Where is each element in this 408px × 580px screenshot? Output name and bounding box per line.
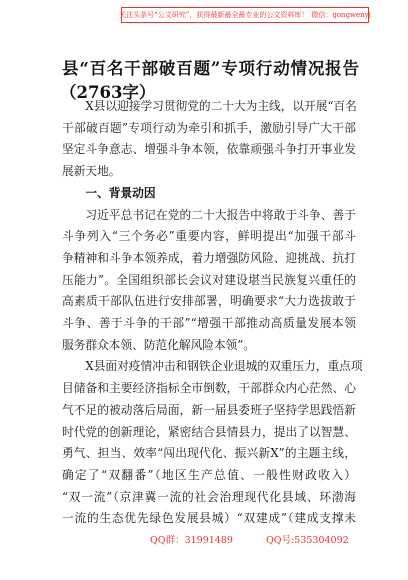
- footer-qq-group: QQ群：31991489: [150, 535, 233, 546]
- text-line: 展新天地。: [62, 164, 121, 179]
- footer-qq-number: QQ号:535304092: [266, 535, 349, 546]
- text-line: X县以迎接学习贯彻党的二十大为主线，以开展“百名: [85, 99, 357, 113]
- text-line: 气不足的被动落后局面，新一届县委班子坚持学思践悟新: [62, 402, 356, 417]
- section-heading: 一、背景动因: [85, 185, 156, 200]
- text-line: 习近平总书记在党的二十大报告中将敢于斗争、善于: [85, 207, 356, 222]
- banner-wechat: 微信：gongwenyj: [311, 10, 371, 19]
- page-footer: [0, 533, 408, 549]
- text-line: 坚定斗争意志、增强斗争本领，依靠顽强斗争打开事业发: [62, 142, 356, 157]
- text-line: 一流的生态优先绿色发展县城）“双建成”（建成支撑未: [62, 511, 356, 526]
- text-line: 争精神和斗争本领养成，着力增强防风险、迎挑战、抗打: [62, 250, 356, 265]
- text-line: 确定了“双翻番”（地区生产总值、一般性财政收入）: [62, 467, 356, 482]
- document-body: [62, 96, 363, 530]
- text-line: 服务群众本领、防范化解风险本领”。: [62, 337, 255, 352]
- text-line: 勇气、担当、效率“闯出现代化、振兴新X”的主题主线，: [62, 446, 356, 461]
- text-line: 时代党的创新理论，紧密结合县情县力，提出了以智慧、: [62, 424, 356, 439]
- text-line: 斗争、善于斗争的干部”“增强干部推动高质量发展本领: [62, 316, 356, 331]
- top-banner: [121, 7, 369, 23]
- report-title: 县“百名干部破百题”专项行动情况报告: [62, 59, 359, 78]
- text-line: 压能力”。全国组织部长会议对建设堪当民族复兴重任的: [62, 272, 356, 287]
- text-line: X县面对疫情冲击和钢铁企业退城的双重压力，重点项: [85, 359, 363, 374]
- banner-slogan: 关注头条号“公文研究”，获得最新最全最专业的公文资料库！: [119, 10, 309, 19]
- text-line: 干部破百题”专项行动为牵引和抓手，激励引导广大干部: [62, 120, 356, 135]
- paragraph: [62, 205, 356, 357]
- text-line: 高素质干部队伍进行安排部署，明确要求“大力选拔敢于: [62, 294, 356, 309]
- paragraph: [62, 356, 363, 530]
- report-word-count: （2763字）: [60, 83, 156, 102]
- paragraph: [62, 96, 356, 183]
- text-line: 斗争列入“三个务必”重要内容，鲜明提出“加强干部斗: [62, 229, 356, 244]
- text-line: 目储备和主要经济指标全市倒数，干部群众内心茫然、心: [62, 381, 356, 396]
- text-line: “双一流”（京津冀一流的社会治理现代化县域、环渤海: [62, 489, 356, 504]
